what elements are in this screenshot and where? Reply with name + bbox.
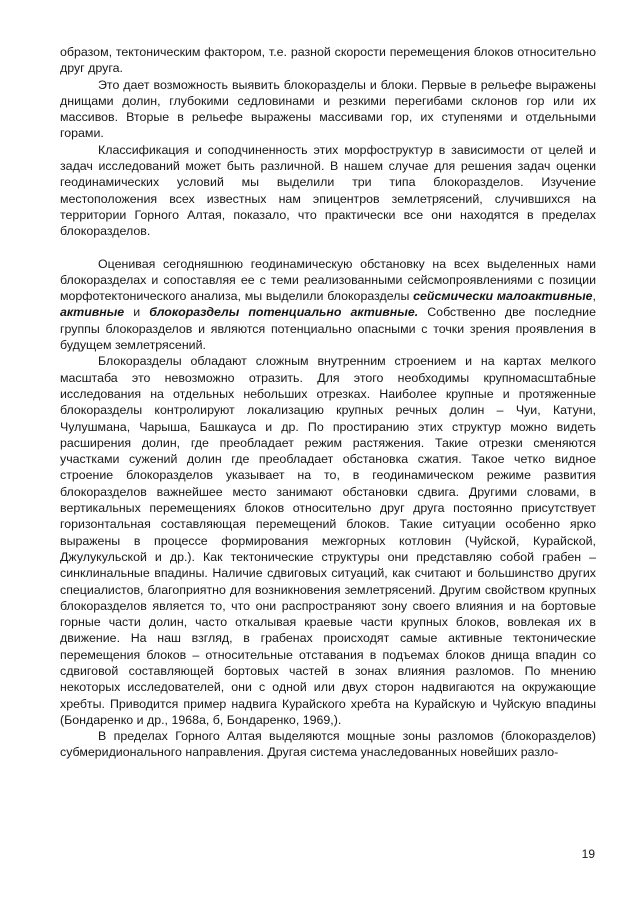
emphasized-term: активные bbox=[60, 305, 125, 320]
paragraph-fault-zones bbox=[60, 728, 596, 761]
paragraph-blocks-and-boundaries bbox=[60, 77, 596, 142]
paragraph-seismic-activity bbox=[60, 256, 596, 354]
text-run: Классификация и соподчиненность этих морфоструктур в зависимости от целей и задач исследований может быть различной. В нашем случае для решения задач оценки геодинамических условий мы выделили три типа блокоразделов. Изучение местоположения всех известных нам эпицентров землетрясений, случившихся на территории Горного Алтая, показало, что практически все они находятся в пределах блокоразделов. bbox=[60, 142, 596, 239]
page-number: 19 bbox=[581, 847, 595, 861]
document-body bbox=[60, 44, 596, 761]
text-run: Это дает возможность выявить блокоразделы и блоки. Первые в рельефе выражены днищами долин, глубокими седловинами и резкими перегибами склонов гор или их массивов. Вторые в рельефе выражены массивами гор, их ступенями и отдельными горами. bbox=[60, 77, 596, 141]
paragraph-internal-structure bbox=[60, 353, 596, 728]
emphasized-term: сейсмически малоактивные bbox=[413, 289, 593, 304]
text-run: Собственно две последние группы блокоразделов и являются потенциально опасными с точки зрения проявления в будущем землетрясений. bbox=[60, 305, 596, 353]
emphasized-term: блокоразделы потенциально активные. bbox=[149, 305, 419, 320]
text-run: Оценивая сегодняшнюю геодинамическую обстановку на всех выделенных нами блокоразделах и сопоставляя ее с теми реализованными сейсмопроявлениями с позиции морфотектонического анализа, мы выделили блокоразделы bbox=[60, 256, 596, 304]
text-run: образом, тектоническим фактором, т.е. разной скорости перемещения блоков относительно друг друга. bbox=[60, 45, 596, 76]
paragraph-continued bbox=[60, 44, 596, 77]
text-run: В пределах Горного Алтая выделяются мощные зоны разломов (блокоразделов) субмеридионального направления. Другая система унаследованных новейших разло- bbox=[60, 729, 596, 760]
paragraph-classification bbox=[60, 142, 596, 240]
text-run: , bbox=[592, 289, 596, 304]
text-run: и bbox=[124, 305, 150, 320]
text-run: Блокоразделы обладают сложным внутренним строением и на картах мелкого масштаба это невозможно отразить. Для этого необходимы крупномасштабные исследования на отдельных небольших отрезках. Наиболее крупные и протяженные блокоразделы контролируют локализацию крупных речных долин – Чуи, Катуни, Чулушмана, Чарыша, Башкауса и др. По простиранию этих структур можно видеть расширения долин, где преобладает режим растяжения. Такие отрезки сменяются участками сужений долин где преобладает обстановка сжатия. Такое четко видное строение блокоразделов указывает на то, в геодинамическом режиме развития блокоразделов важнейшее место занимают обстановки сдвига. Другими словами, в вертикальных перемещениях блоков относительно друг друга постоянно присутствует горизонтальная составляющая перемещений блоков. Такие ситуации особенно ярко выражены в процессе формирования межгорных котловин (Чуйской, Курайской, Джулукульской и др.). Как тектонические структуры они представляю собой грабен – синклинальные впадины. Наличие сдвиговых ситуаций, как считают и большинство других специалистов, благоприятно для возникновения землетрясений. Другим свойством крупных блокоразделов является то, что они распространяют зону своего влияния и на бортовые горные части долин, часто откалывая краевые части крупных блоков, вовлекая их в движение. На наш взгляд, в грабенах происходят самые активные тектонические перемещения блоков – относительные отставания в подъемах блоков днища впадин со сдвиговой составляющей бортовых частей в зонах влияния разломов. По мнению некоторых исследователей, они с одной или двух сторон надвигаются на окружающие хребты. Приводится пример надвига Курайского хребта на Курайскую и Чуйскую впадины (Бондаренко и др., 1968а, б, Бондаренко, 1969,). bbox=[60, 354, 596, 727]
